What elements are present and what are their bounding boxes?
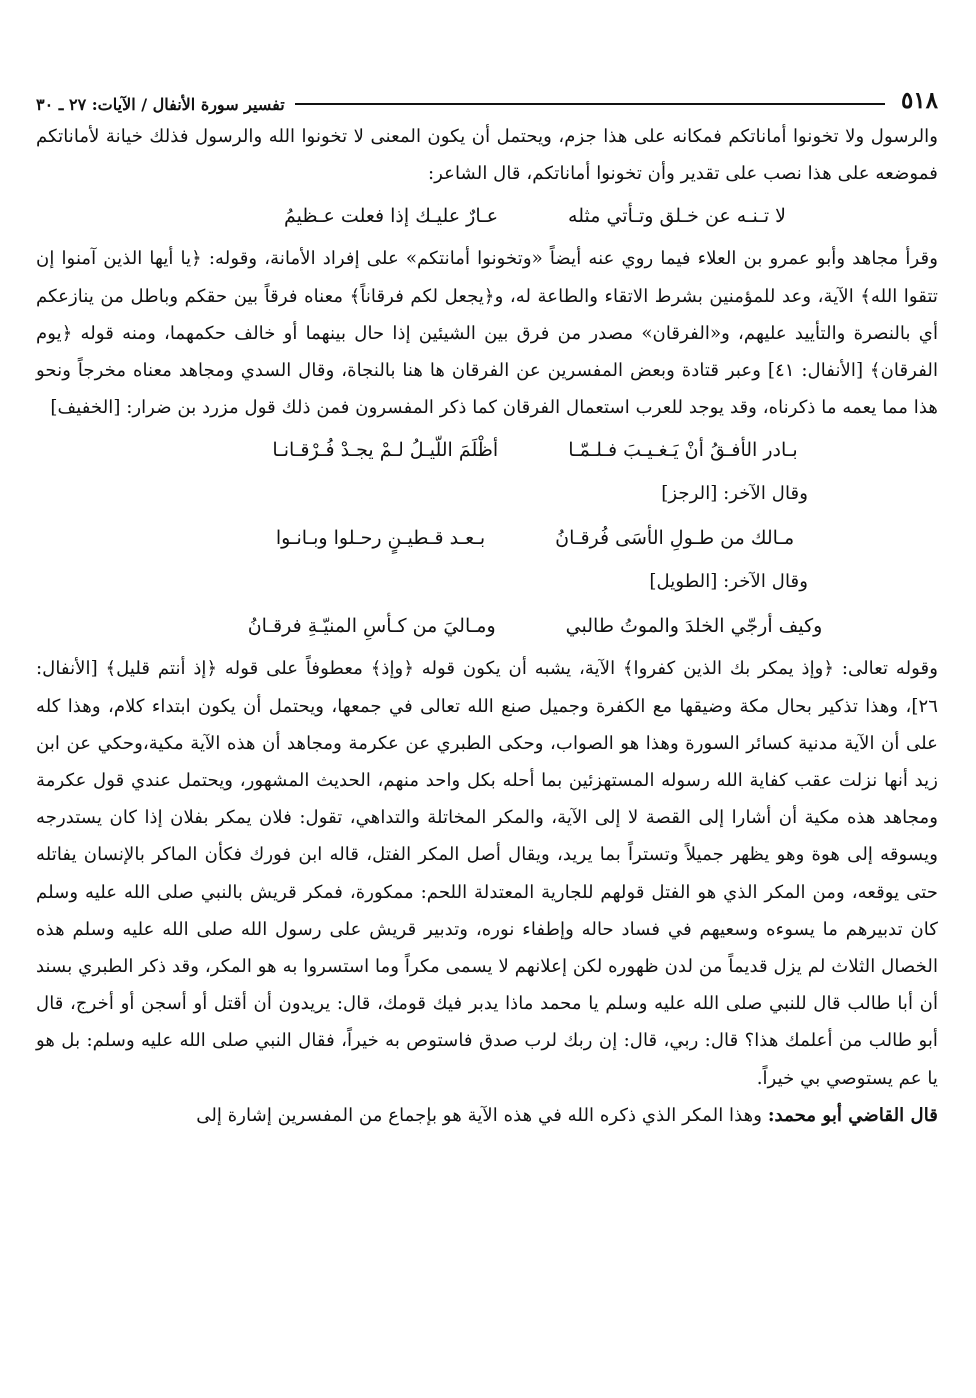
paragraph-4-text: وهذا المكر الذي ذكره الله في هذه الآية هو بإجماع من المفسرين إشارة إلى [196, 1104, 763, 1126]
poem-verse-3 [36, 514, 938, 562]
verse-second-hemistich: أظْلَمَ اللّيـلُ لـمْ يجـدْ فُـرْقـانـا [272, 439, 499, 462]
running-title: تفسير سورة الأنفال / الآيات: ٢٧ ـ ٣٠ [36, 95, 285, 114]
verse-first-hemistich: وكيف أرجّي الخلدَ والموتُ طالبي [565, 615, 823, 638]
poem-verse-4 [36, 602, 938, 650]
judge-attribution: قال القاضي أبو محمد: [767, 1104, 938, 1126]
header-rule [295, 103, 885, 105]
poem-verse-1 [36, 192, 938, 240]
verse-first-hemistich: مـالك من طـولِ الأسَى فُرقـانُ [555, 527, 795, 550]
page-number: ٥١٨ [900, 87, 938, 114]
verse-second-hemistich: بـعـد قـطيـنٍ رحـلوا وبـانـوا [275, 527, 486, 550]
verse-second-hemistich: ومـاليَ من كـأسِ المنيّـةِ فرقـانُ [247, 615, 496, 638]
page-header [36, 80, 938, 114]
paragraph-3: وقوله تعالى: ﴿وإذ يمكر بك الذين كفروا﴾ الآية، يشبه أن يكون قوله ﴿وإذ﴾ معطوفاً على قوله ﴿إذ أنتم قليل﴾ [الأنفال: ٢٦]، وهذا تذكير بحال مكة وضيقها مع الكفرة وجميل صنع الله تعالى في جمعها، ويحتمل أن يكون ابتداء كلام، وهذا كله على أن الآية مدنية كسائر السورة وهذا هو الصواب، وحكى الطبري عن عكرمة ومجاهد أن هذه الآية مكية،وحكي عن ابن زيد أنها نزلت عقب كفاية الله رسوله المستهزئين بما أحله بكل واحد منهم، الحديث المشهور، ويحتمل عندي قول عكرمة ومجاهد هذه مكية أن أشارا إلى القصة لا إلى الآية، والمكر المخاتلة والتداهي، تقول: فلان يمكر بفلان إذا كان يستدرجه ويسوقه إلى هوة وهو يظهر جميلاً وتستراً بما يريد، ويقال أصل المكر الفتل، قاله ابن فورك فكأن الماكر بالإنسان يفاتله حتى يوقعه، ومن المكر الذي هو الفتل قولهم للجارية المعتدلة اللحم: ممكورة، فمكر قريش بالنبي صلى الله عليه وسلم كان تدبيرهم ما يسوءه وسعيهم في فساد حاله وإطفاء نوره، وتدبير قريش على رسول الله صلى الله عليه وسلم هذه الخصال الثلاث لم يزل قديماً من لدن ظهوره لكن إعلانهم لا يسمى مكراً وما استسروا به هو المكر، وقد ذكر الطبري بسند أن أبا طالب قال للنبي صلى الله عليه وسلم يا محمد ماذا يدبر فيك قومك، قال: يريدون أن أقتل أو أسجن أو أخرج، قال أبو طالب من أعلمك هذا؟ قال: ربي، قال: إن ربك لرب صدق فاستوص به خيراً، فقال النبي صلى الله عليه وسلم: بل هو يا عم يستوصي بي خيراً. [36, 658, 938, 1089]
paragraph-4 [36, 1097, 938, 1134]
poem-verse-2 [36, 426, 938, 474]
verse-second-hemistich: عـارٌ عليـك إذا فعلت عـظيمُ [284, 205, 499, 228]
verse-first-hemistich: بـادر الأفـقُ أنْ يَـغـيـبَ فـلـمّـا [568, 439, 798, 462]
page-body [36, 118, 938, 1134]
verse-intro-rajaz: وقال الآخر: [الرجز] [661, 483, 808, 505]
paragraph-1: والرسول ولا تخونوا أماناتكم فمكانه على هذا جزم، ويحتمل أن يكون المعنى لا تخونوا الله والرسول فذلك خيانة لأماناتكم فموضعه على هذا نصب على تقدير وأن تخونوا أماناتكم، قال الشاعر: [36, 126, 938, 185]
paragraph-2: وقرأ مجاهد وأبو عمرو بن العلاء فيما روي عنه أيضاً «وتخونوا أمانتكم» على إفراد الأمانة، وقوله: ﴿يا أيها الذين آمنوا إن تتقوا الله﴾ الآية، وعد للمؤمنين بشرط الاتقاء والطاعة له، و﴿يجعل لكم فرقاناً﴾ معناه فرقاً بين حقكم وباطل من ينازعكم أي بالنصرة والتأييد عليهم، و«الفرقان» مصدر من فرق بين الشيئين إذا حال بينهما أو خالف حكمهما، ومنه قوله ﴿يوم الفرقان﴾ [الأنفال: ٤١] وعبر قتادة وبعض المفسرين عن الفرقان ها هنا بالنجاة، وقال السدي ومجاهد معناه مخرجاً ونحو هذا مما يعمه ما ذكرناه، وقد يوجد للعرب استعمال الفرقان كما ذكر المفسرون فمن ذلك قول مزرد بن ضرار: [الخفيف] [36, 248, 939, 419]
verse-intro-tawil: وقال الآخر: [الطويل] [649, 571, 808, 593]
verse-first-hemistich: لا تـنـه عن خـلق وتـأتي مثله [568, 205, 786, 228]
